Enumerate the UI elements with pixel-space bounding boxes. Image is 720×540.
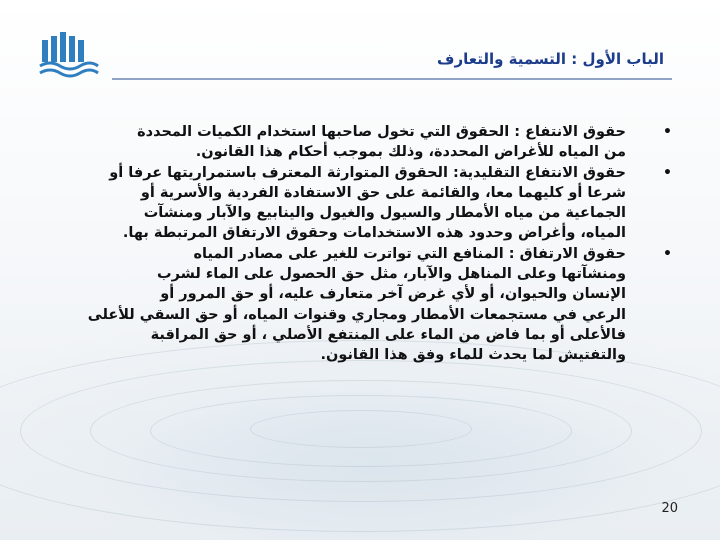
bullet-dot-icon: • xyxy=(663,164,672,181)
bullet-item xyxy=(40,244,672,366)
title-divider xyxy=(112,78,672,80)
page-title: الباب الأول : التسمية والتعارف xyxy=(437,50,664,68)
text-line: حقوق الارتفاق : المنافع التي تواترت للغير على مصادر المياه xyxy=(193,245,626,262)
text-line: المياه، وأغراض وحدود هذه الاستخدامات وحقوق الارتفاق المرتبطة بها. xyxy=(122,225,626,242)
water-ripple-5 xyxy=(250,410,472,448)
content-body xyxy=(40,122,672,366)
text-line: من المياه للأغراض المحددة، وذلك بموجب أحكام هذا القانون. xyxy=(195,144,626,161)
bullet-item xyxy=(40,163,672,244)
text-line: فالأعلى أو بما فاض من الماء على المنتفع الأصلي ، أو حق المراقبة xyxy=(150,326,626,343)
page-number: 20 xyxy=(661,501,678,516)
text-line: ومنشآتها وعلى المناهل والآبار، مثل حق الحصول على الماء لشرب xyxy=(157,266,626,283)
text-line: الجماعية من مياه الأمطار والسيول والغيول والينابيع والآبار ومنشآت xyxy=(143,205,626,222)
text-line: الإنسان والحيوان، أو لأي غرض آخر متعارف عليه، أو حق المرور أو xyxy=(160,286,626,303)
bullet-dot-icon: • xyxy=(663,124,672,140)
text-line: حقوق الانتفاع : الحقوق التي تخول صاحبها استخدام الكميات المحددة xyxy=(137,124,626,140)
text-line: حقوق الانتفاع التقليدية: الحقوق المتوارثة المعترف باستمراريتها عرفا أو xyxy=(109,164,626,181)
bullet-item xyxy=(40,122,672,163)
text-line: شرعا أو كليهما معا، والقائمة على حق الاستفادة الفردية والأسرية أو xyxy=(140,184,626,201)
water-logo-icon xyxy=(38,30,100,78)
bullet-dot-icon: • xyxy=(663,245,672,262)
text-line: الرعي في مستجمعات الأمطار ومجاري وقنوات المياه، أو حق السقي للأعلى xyxy=(87,306,626,323)
text-line: والتفتيش لما يحدث للماء وفق هذا القانون. xyxy=(320,347,626,364)
